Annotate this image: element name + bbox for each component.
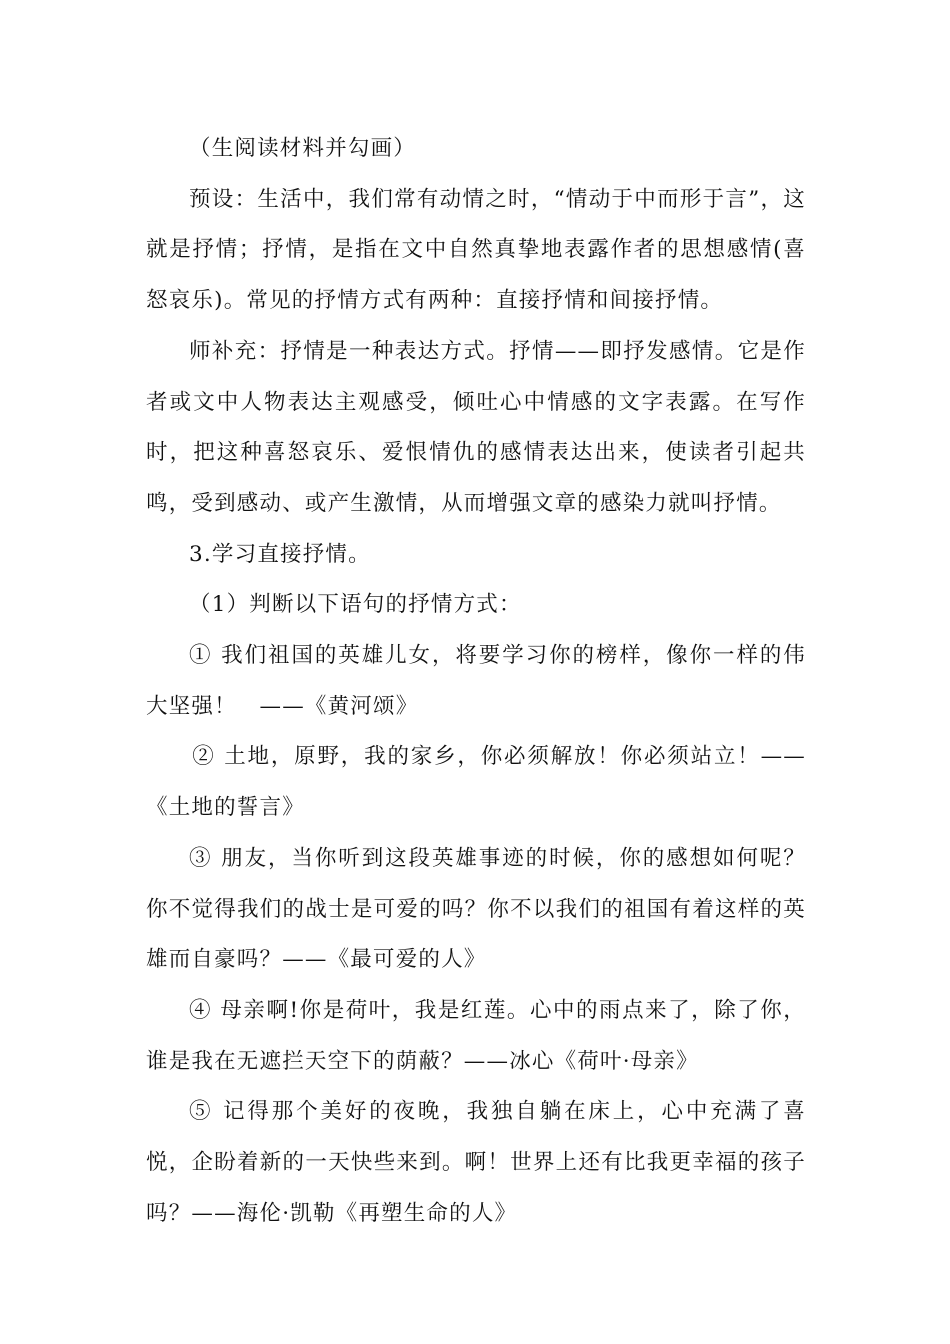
paragraph-teacher-supplement: 师补充：抒情是一种表达方式。抒情——即抒发感情。它是作者或文中人物表达主观感受，倾吐心中情感的文字表露。在写作时，把这种喜怒哀乐、爱恨情仇的感情表达出来，使读者引起共鸣，受到感动、或产生激情，从而增强文章的感染力就叫抒情。 <box>146 338 806 516</box>
paragraph-task-heading: （1）判断以下语句的抒情方式： <box>189 592 522 618</box>
paragraph-example-1: ① 我们祖国的英雄儿女，将要学习你的榜样，像你一样的伟大坚强！ ——《黄河颂》 <box>146 643 806 719</box>
paragraph-example-3: ③ 朋友，当你听到这段英雄事迹的时候，你的感想如何呢？你不觉得我们的战士是可爱的吗？你不以我们的祖国有着这样的英雄而自豪吗？——《最可爱的人》 <box>146 845 806 973</box>
paragraph-preset: 预设：生活中，我们常有动情之时，“情动于中而形于言”，这就是抒情；抒情，是指在文中自然真挚地表露作者的思想感情(喜怒哀乐)。常见的抒情方式有两种：直接抒情和间接抒情。 <box>146 186 806 314</box>
paragraph-reading-instruction: （生阅读材料并勾画） <box>189 136 417 161</box>
paragraph-example-4: ④ 母亲啊!你是荷叶，我是红莲。心中的雨点来了，除了你，谁是我在无遮拦天空下的荫蔽？——冰心《荷叶·母亲》 <box>146 997 806 1074</box>
paragraph-example-5: ⑤ 记得那个美好的夜晚，我独自躺在床上，心中充满了喜悦，企盼着新的一天快些来到。啊！世界上还有比我更幸福的孩子吗？——海伦·凯勒《再塑生命的人》 <box>146 1099 806 1226</box>
paragraph-section-heading: 3.学习直接抒情。 <box>189 541 371 567</box>
document-page <box>146 124 806 1239</box>
paragraph-example-2: ② 土地，原野，我的家乡，你必须解放！你必须站立！——《土地的誓言》 <box>146 744 806 821</box>
